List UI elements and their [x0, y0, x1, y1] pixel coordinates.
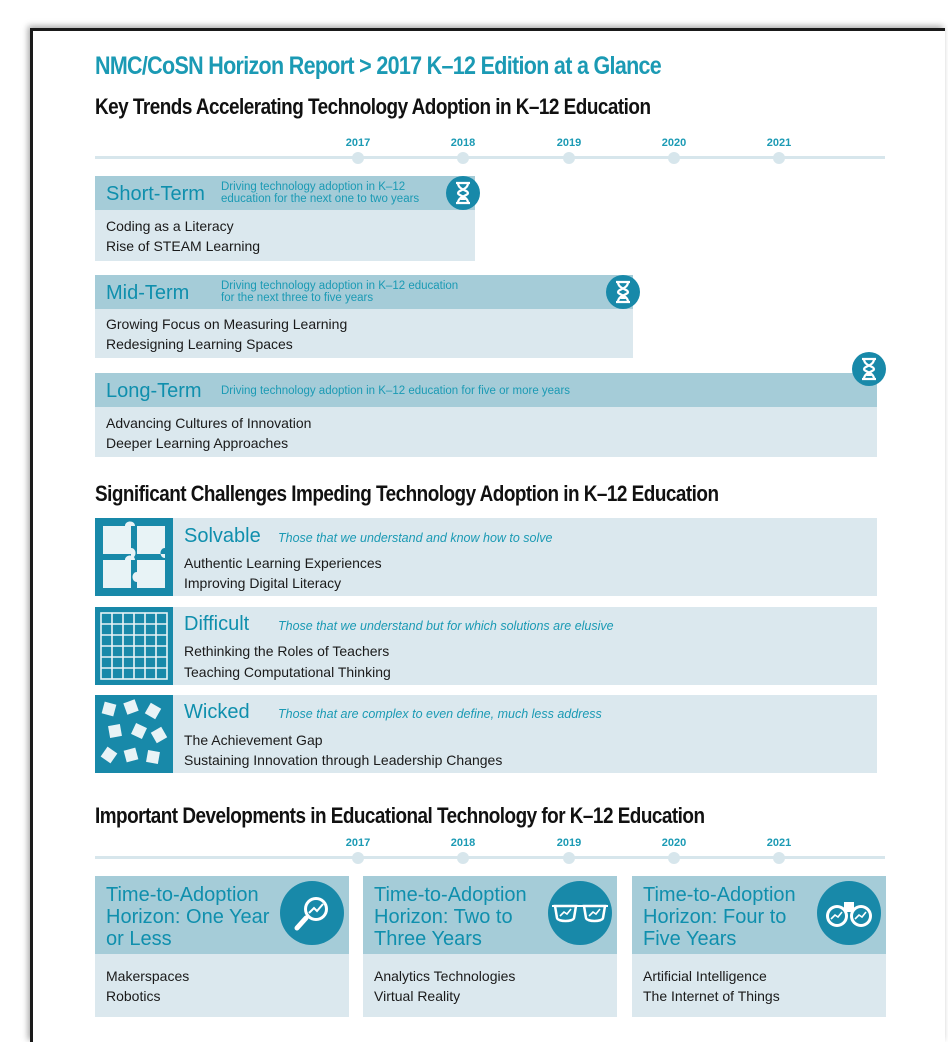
title-line: or Less: [106, 928, 172, 950]
wicked-label: Wicked: [184, 701, 250, 723]
title-line: Horizon: Four to: [643, 906, 787, 928]
desc-line: for the next three to five years: [221, 292, 374, 304]
desc-line: Driving technology adoption in K–12 education: [221, 280, 459, 292]
timeline-year: 2019: [556, 137, 582, 149]
timeline-dot: [352, 852, 364, 864]
trends-section-title: Key Trends Accelerating Technology Adoption in K–12 Education: [95, 94, 651, 119]
development-item: Artificial Intelligence: [643, 968, 767, 984]
timeline-line: [95, 156, 885, 159]
timeline-dot: [668, 852, 680, 864]
timeline-dot: [773, 152, 785, 164]
short-term-description: [221, 181, 419, 205]
timeline-year: 2020: [661, 137, 687, 149]
timeline-dot: [352, 152, 364, 164]
puzzle-large-icon: [95, 518, 173, 596]
solvable-label: Solvable: [184, 525, 261, 547]
timeline-year: 2017: [345, 137, 371, 149]
desc-line: education for the next one to two years: [221, 193, 420, 205]
trend-item: Coding as a Literacy: [106, 218, 234, 234]
difficult-description: Those that we understand but for which solutions are elusive: [278, 619, 614, 633]
timeline-year: 2021: [766, 837, 792, 849]
wicked-description: Those that are complex to even define, much less address: [278, 707, 602, 721]
development-item: Robotics: [106, 988, 161, 1004]
timeline-dot: [563, 852, 575, 864]
timeline-year: 2018: [450, 837, 476, 849]
trend-item: Redesigning Learning Spaces: [106, 336, 293, 352]
title-line: Time-to-Adoption: [374, 884, 527, 906]
difficult-label: Difficult: [184, 613, 250, 635]
mid-term-label: Mid-Term: [106, 282, 190, 304]
desc-line: Driving technology adoption in K–12: [221, 181, 406, 193]
timeline-year: 2017: [345, 837, 371, 849]
challenge-item: The Achievement Gap: [184, 732, 323, 748]
timeline-dot: [668, 152, 680, 164]
timeline-dot: [563, 152, 575, 164]
challenges-section-title: Significant Challenges Impeding Technology Adoption in K–12 Education: [95, 481, 719, 506]
timeline-dot: [457, 152, 469, 164]
puzzle-scattered-icon: [95, 695, 173, 773]
puzzle-grid-icon: [95, 607, 173, 685]
title-line: Time-to-Adoption: [106, 884, 259, 906]
challenge-item: Sustaining Innovation through Leadership Changes: [184, 752, 503, 768]
hourglass-icon: [446, 176, 480, 210]
challenge-item: Teaching Computational Thinking: [184, 664, 391, 680]
dev-four-title: [643, 884, 796, 950]
trend-item: Rise of STEAM Learning: [106, 238, 261, 254]
mid-term-description: [221, 280, 458, 304]
title-line: Horizon: One Year: [106, 906, 270, 928]
development-item: Makerspaces: [106, 968, 190, 984]
dev-one-title: [106, 884, 269, 950]
trend-item: Deeper Learning Approaches: [106, 435, 289, 451]
development-item: Virtual Reality: [374, 988, 461, 1004]
long-term-label: Long-Term: [106, 380, 202, 402]
development-item: Analytics Technologies: [374, 968, 516, 984]
trend-item: Advancing Cultures of Innovation: [106, 415, 312, 431]
short-term-label: Short-Term: [106, 183, 205, 205]
timeline-dot: [457, 852, 469, 864]
timeline-line: [95, 856, 885, 859]
long-term-description: Driving technology adoption in K–12 education for five or more years: [221, 385, 571, 397]
hourglass-icon: [606, 275, 640, 309]
timeline-dot: [773, 852, 785, 864]
timeline-year: 2018: [450, 137, 476, 149]
magnifier-icon: [280, 881, 344, 945]
timeline-year: 2021: [766, 137, 792, 149]
title-line: Time-to-Adoption: [643, 884, 796, 906]
dev-two-title: [374, 884, 527, 950]
challenge-item: Rethinking the Roles of Teachers: [184, 643, 390, 659]
page-title: NMC/CoSN Horizon Report > 2017 K–12 Edition at a Glance: [95, 52, 662, 80]
timeline-year: 2020: [661, 837, 687, 849]
trend-item: Growing Focus on Measuring Learning: [106, 316, 348, 332]
title-line: Three Years: [374, 928, 482, 950]
timeline-year: 2019: [556, 837, 582, 849]
title-line: Horizon: Two to: [374, 906, 513, 928]
challenge-item: Improving Digital Literacy: [184, 575, 342, 591]
solvable-description: Those that we understand and know how to solve: [278, 531, 553, 545]
development-item: The Internet of Things: [643, 988, 780, 1004]
title-line: Five Years: [643, 928, 737, 950]
glasses-icon: [548, 881, 612, 945]
hourglass-icon: [852, 352, 886, 386]
developments-section-title: Important Developments in Educational Technology for K–12 Education: [95, 803, 705, 828]
binoculars-icon: [817, 881, 881, 945]
challenge-item: Authentic Learning Experiences: [184, 555, 382, 571]
